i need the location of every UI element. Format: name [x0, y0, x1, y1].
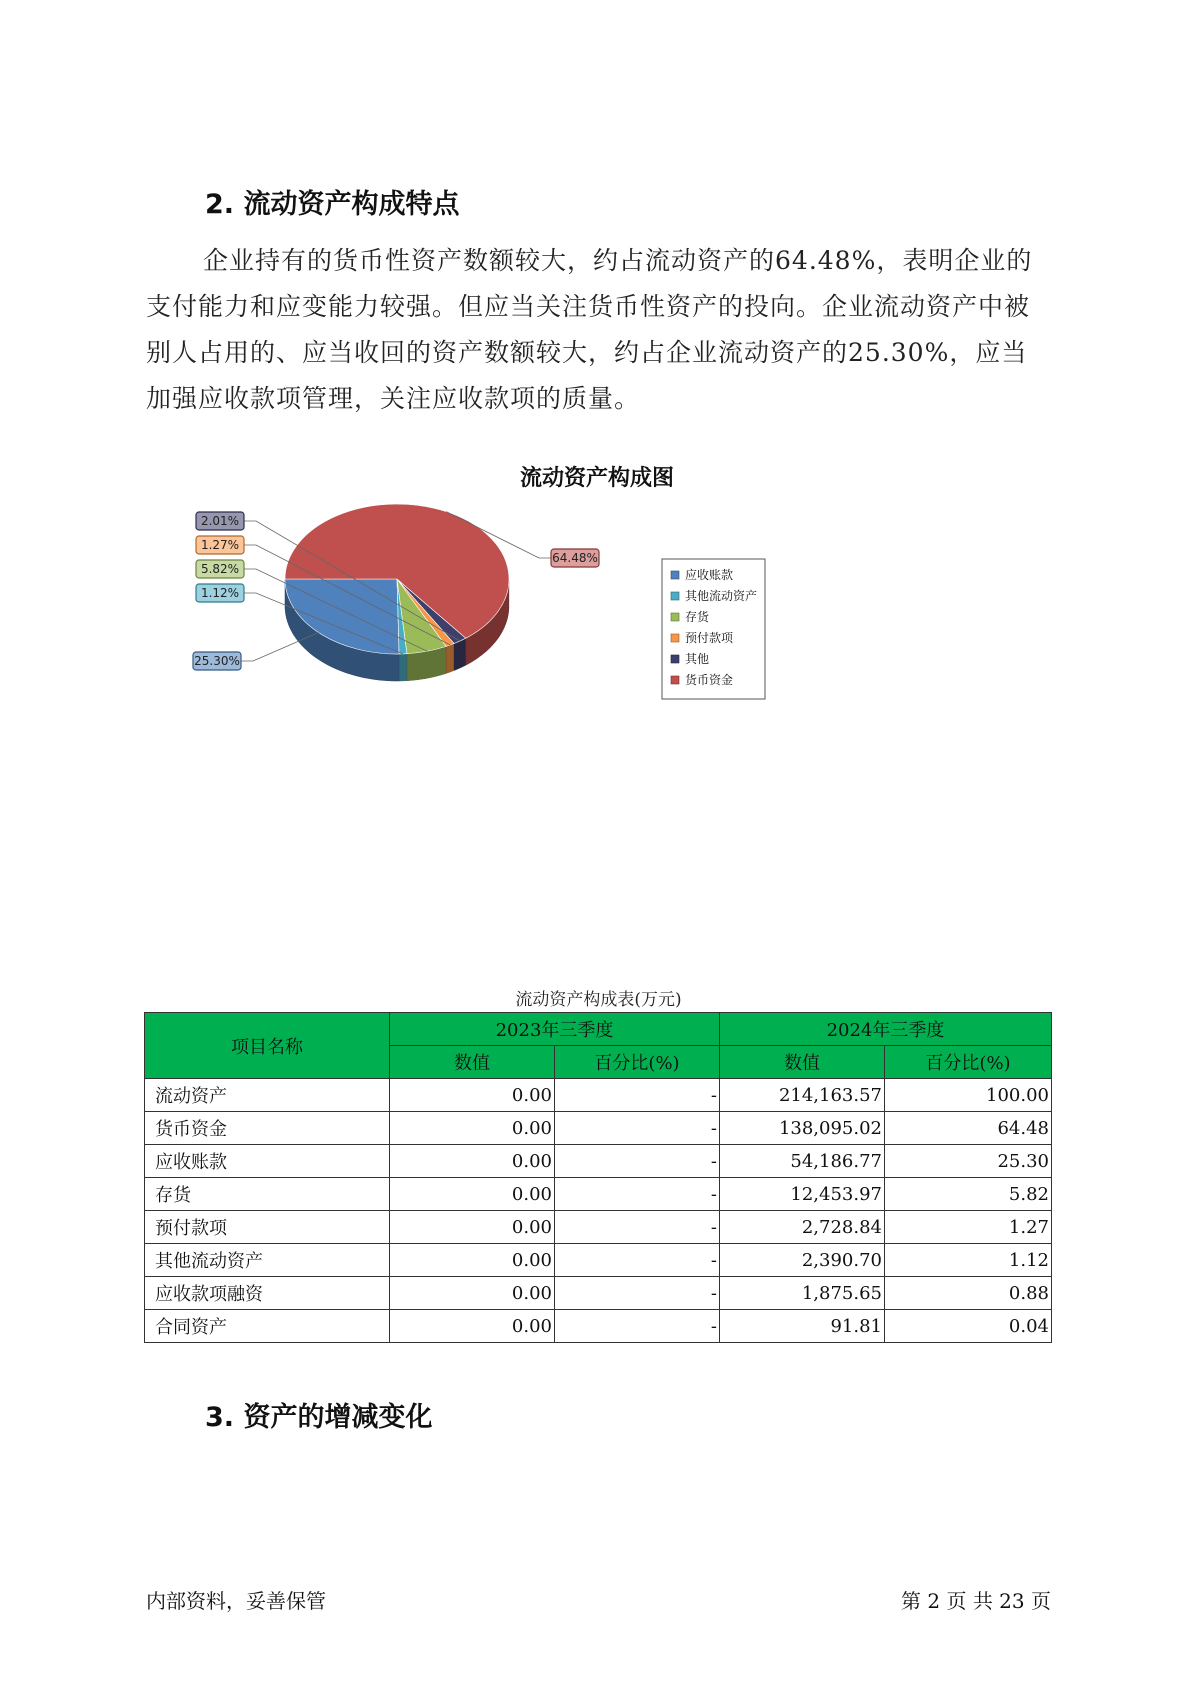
header-value: 数值 [390, 1046, 555, 1079]
data-label: 5.82% [200, 562, 240, 576]
section-heading-2: 2. 流动资产构成特点 [205, 189, 460, 220]
row-value-2023: 0.00 [390, 1145, 555, 1178]
table-header-row [145, 1013, 1052, 1046]
legend-item: 存货 [685, 610, 710, 624]
row-percent-2023: - [555, 1178, 720, 1211]
row-percent-2023: - [555, 1145, 720, 1178]
footer-page-number: 第 2 页 共 23 页 [901, 1589, 1051, 1613]
row-name: 其他流动资产 [145, 1244, 390, 1277]
data-label: 25.30% [194, 654, 240, 668]
section-heading-3: 3. 资产的增减变化 [205, 1402, 433, 1433]
data-label: 1.12% [200, 586, 240, 600]
chart-legend [662, 559, 765, 699]
row-name: 合同资产 [145, 1310, 390, 1343]
row-value-2024: 214,163.57 [720, 1079, 885, 1112]
table-row [145, 1079, 1052, 1112]
legend-item: 预付款项 [685, 631, 734, 645]
table-row [145, 1310, 1052, 1343]
data-label: 2.01% [200, 514, 240, 528]
row-value-2024: 2,728.84 [720, 1211, 885, 1244]
row-name: 流动资产 [145, 1079, 390, 1112]
row-value-2023: 0.00 [390, 1277, 555, 1310]
legend-swatch [671, 571, 679, 579]
header-period-2024: 2024年三季度 [720, 1013, 1052, 1046]
row-name: 应收款项融资 [145, 1277, 390, 1310]
legend-item: 其他流动资产 [685, 589, 758, 603]
table-row [145, 1112, 1052, 1145]
row-percent-2023: - [555, 1310, 720, 1343]
current-assets-table [144, 1012, 1052, 1343]
pie-chart [0, 440, 1191, 770]
data-label: 64.48% [552, 551, 598, 565]
row-percent-2024: 1.12 [885, 1244, 1052, 1277]
row-percent-2024: 5.82 [885, 1178, 1052, 1211]
header-item-name: 项目名称 [145, 1013, 390, 1079]
row-name: 货币资金 [145, 1112, 390, 1145]
row-value-2023: 0.00 [390, 1244, 555, 1277]
table-row [145, 1145, 1052, 1178]
row-value-2023: 0.00 [390, 1211, 555, 1244]
row-percent-2024: 0.88 [885, 1277, 1052, 1310]
row-percent-2023: - [555, 1244, 720, 1277]
row-value-2024: 138,095.02 [720, 1112, 885, 1145]
legend-swatch [671, 676, 679, 684]
legend-item: 货币资金 [685, 673, 734, 687]
header-period-2023: 2023年三季度 [390, 1013, 720, 1046]
row-percent-2024: 100.00 [885, 1079, 1052, 1112]
row-value-2024: 2,390.70 [720, 1244, 885, 1277]
row-value-2023: 0.00 [390, 1112, 555, 1145]
row-percent-2024: 25.30 [885, 1145, 1052, 1178]
table-row [145, 1277, 1052, 1310]
table-row [145, 1211, 1052, 1244]
row-value-2023: 0.00 [390, 1310, 555, 1343]
row-name: 存货 [145, 1178, 390, 1211]
row-value-2024: 1,875.65 [720, 1277, 885, 1310]
row-name: 应收账款 [145, 1145, 390, 1178]
legend-swatch [671, 634, 679, 642]
header-value: 数值 [720, 1046, 885, 1079]
row-percent-2023: - [555, 1211, 720, 1244]
header-percent: 百分比(%) [555, 1046, 720, 1079]
row-percent-2023: - [555, 1277, 720, 1310]
table-row [145, 1178, 1052, 1211]
pie-slice-side [399, 654, 407, 681]
legend-swatch [671, 655, 679, 663]
legend-swatch [671, 592, 679, 600]
row-percent-2024: 0.04 [885, 1310, 1052, 1343]
row-value-2023: 0.00 [390, 1178, 555, 1211]
row-value-2024: 91.81 [720, 1310, 885, 1343]
table-caption: 流动资产构成表(万元) [515, 990, 682, 1010]
legend-item: 应收账款 [685, 568, 734, 582]
header-percent: 百分比(%) [885, 1046, 1052, 1079]
row-percent-2023: - [555, 1079, 720, 1112]
footer-confidential: 内部资料，妥善保管 [146, 1589, 326, 1613]
legend-swatch [671, 613, 679, 621]
pie-slice-side [446, 644, 454, 674]
legend-item: 其他 [685, 652, 710, 666]
row-name: 预付款项 [145, 1211, 390, 1244]
row-value-2024: 12,453.97 [720, 1178, 885, 1211]
row-value-2024: 54,186.77 [720, 1145, 885, 1178]
chart-title: 流动资产构成图 [519, 466, 675, 491]
section-paragraph: 企业持有的货币性资产数额较大，约占流动资产的64.48%，表明企业的支付能力和应变能力较强。但应当关注货币性资产的投向。企业流动资产中被别人占用的、应当收回的资产数额较大，约占企业流动资产的25.30%，应当加强应收款项管理，关注应收款项的质量。 [146, 246, 1033, 413]
row-percent-2024: 64.48 [885, 1112, 1052, 1145]
data-label: 1.27% [200, 538, 240, 552]
row-value-2023: 0.00 [390, 1079, 555, 1112]
row-percent-2023: - [555, 1112, 720, 1145]
table-row [145, 1244, 1052, 1277]
row-percent-2024: 1.27 [885, 1211, 1052, 1244]
